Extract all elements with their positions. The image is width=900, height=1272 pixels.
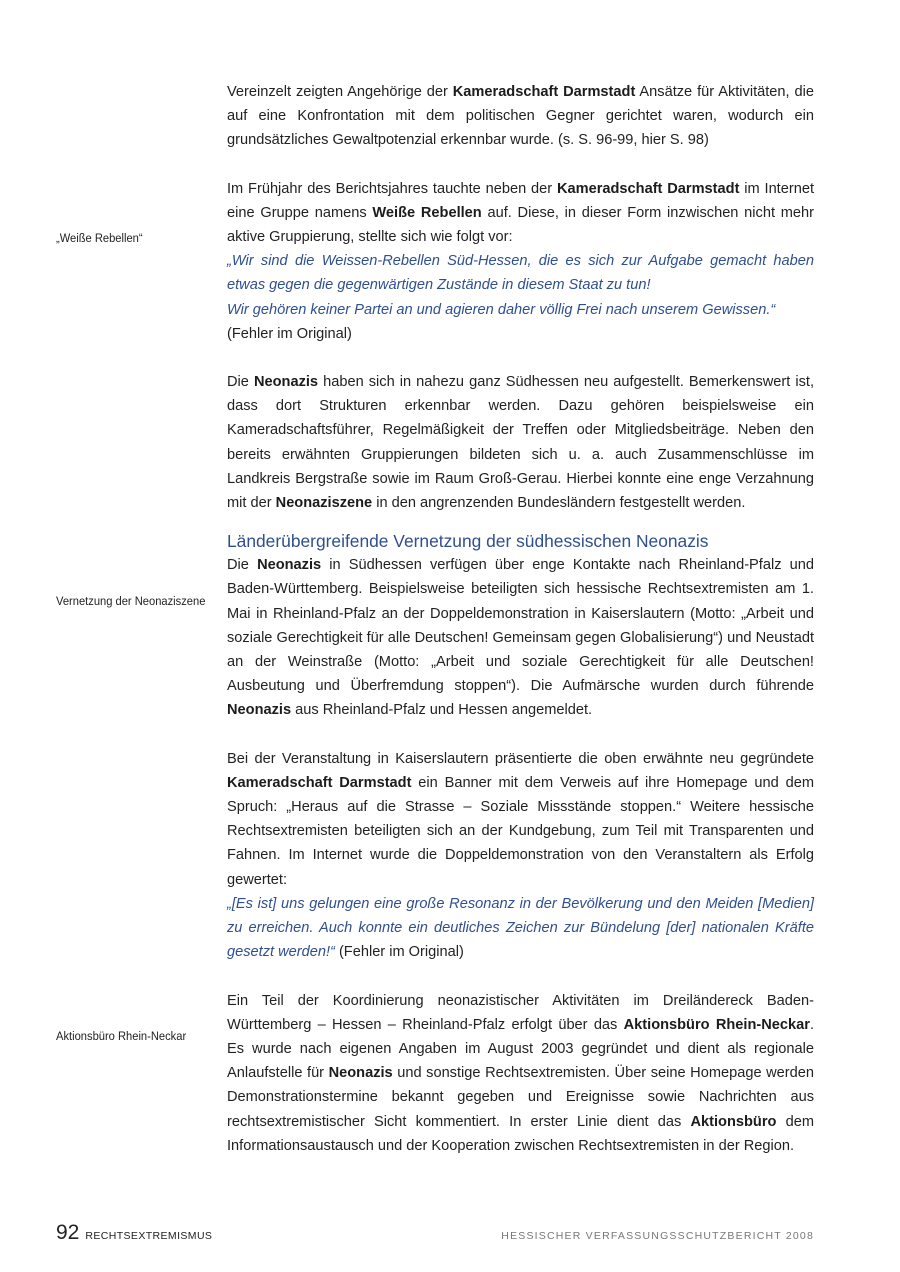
main-text-column	[227, 80, 814, 1158]
text-run: Ein Teil der Koordinierung neonazistischer Aktivitäten im Dreiländereck Baden-Württemberg – Hessen – Rheinland-Pfalz erfolgt über das	[227, 992, 814, 1033]
publication-title: HESSISCHER VERFASSUNGSSCHUTZBERICHT 2008	[501, 1230, 814, 1242]
bold-term: Aktionsbüro	[690, 1113, 777, 1130]
bold-term: Kameradschaft Darmstadt	[227, 774, 412, 791]
text-run: Vereinzelt zeigten Angehörige der	[227, 84, 453, 100]
section-name: RECHTSEXTREMISMUS	[85, 1230, 213, 1242]
text-run: Die	[227, 557, 258, 574]
text-run: Bei der Veranstaltung in Kaiserslautern präsentierte die oben erwähnte neu gegründete	[227, 750, 814, 767]
margin-note-vernetzung: Vernetzung der Neonaziszene	[56, 594, 206, 608]
bold-term: Weiße Rebellen	[372, 204, 482, 221]
paragraph-1	[227, 80, 814, 153]
text-run: in den angrenzenden Bundesländern festgestellt werden.	[372, 495, 746, 512]
bold-term: Neonazis	[253, 374, 319, 391]
paragraph-5	[227, 747, 814, 965]
text-run: (Fehler im Original)	[334, 944, 464, 961]
margin-note-aktionsbuero: Aktionsbüro Rhein-Neckar	[56, 1029, 187, 1043]
bold-term: Neonazis	[257, 557, 322, 574]
paragraph-2	[227, 177, 814, 346]
quote-text: „Wir sind die Weissen-Rebellen Süd-Hessen, die es sich zur Aufgabe gemacht haben etwas gegen die gegenwärtigen Zustände in diesem Staat zu tun!	[227, 253, 814, 294]
bold-term: Neonaziszene	[275, 495, 373, 512]
quote-text: „[Es ist] uns gelungen eine große Resonanz in der Bevölkerung und den Meiden [Medien] zu erreichen. Auch konnte ein deutliches Zeichen zur Bündelung [der] nationalen Kräfte gesetzt werden!“	[227, 895, 814, 961]
bold-term: Aktionsbüro Rhein-Neckar	[623, 1016, 810, 1033]
page-footer-left	[56, 1221, 212, 1245]
text-run: . Es wurde nach eigenen Angaben im August 2003 gegründet und dient als regionale Anlaufstelle für	[227, 1016, 814, 1082]
text-run: Im Frühjahr des Berichtsjahres tauchte neben der	[227, 180, 557, 197]
bold-term: Kameradschaft Darmstadt	[452, 84, 636, 100]
paragraph-6	[227, 989, 814, 1158]
text-run: Ansätze für Aktivitäten, die auf eine Konfrontation mit dem politischen Gegner gerichtet waren, wodurch ein grundsätzliches Gewaltpotenzial erkennbar wurde. (s. S. 96-99, hier S. 98)	[227, 84, 814, 149]
paragraph-3	[227, 370, 814, 515]
quote-text: Wir gehören keiner Partei an und agieren daher völlig Frei nach unserem Gewissen.“	[227, 301, 776, 318]
text-run: im Internet eine Gruppe namens	[227, 180, 815, 221]
section-heading: Länderübergreifende Vernetzung der südhessischen Neonazis	[227, 531, 709, 552]
text-run: haben sich in nahezu ganz Südhessen neu aufgestellt. Bemerkenswert ist, dass dort Strukturen erkennbar werden. Dazu gehören beispielsweise ein Kameradschaftsführer, Regelmäßigkeit der Treffen oder Mitgliedsbeiträge. Neben den bereits erwähnten Gruppierungen bildeten sich u. a. auch Zusammenschlüsse im Landkreis Bergstraße sowie im Raum Groß-Gerau. Hierbei konnte eine enge Verzahnung mit der	[227, 374, 815, 512]
text-run: aus Rheinland-Pfalz und Hessen angemeldet.	[291, 702, 593, 719]
text-run: ein Banner mit dem Verweis auf ihre Homepage und dem Spruch: „Heraus auf die Strasse – Soziale Missstände stoppen.“ Weitere hessische Rechtsextremisten beteiligten sich an der Kundgebung, zum Teil mit Transparenten und Fahnen. Im Internet wurde die Doppeldemonstration von den Veranstaltern als Erfolg gewertet:	[227, 774, 814, 888]
text-run: dem Informationsaustausch und der Kooperation zwischen Rechtsextremisten in der Region.	[227, 1113, 814, 1154]
page-number: 92	[56, 1221, 80, 1244]
paragraph-4	[227, 553, 814, 722]
bold-term: Neonazis	[227, 702, 292, 719]
text-run: auf. Diese, in dieser Form inzwischen nicht mehr aktive Gruppierung, stellte sich wie folgt vor:	[227, 204, 814, 246]
text-run: Die	[227, 374, 254, 391]
bold-term: Neonazis	[328, 1065, 393, 1082]
margin-note-weisse-rebellen: „Weiße Rebellen“	[56, 231, 143, 245]
text-run: in Südhessen verfügen über enge Kontakte nach Rheinland-Pfalz und Baden-Württemberg. Beispielsweise beteiligten sich hessische Rechtsextremisten am 1. Mai in Rheinland-Pfalz an der Doppeldemonstration in Kaiserslautern (Motto: „Arbeit und soziale Gerechtigkeit für alle Deutschen! Gemeinsam gegen Globalisierung“) und Neustadt an der Weinstraße (Motto: „Arbeit und soziale Gerechtigkeit für alle Deutschen! Ausbeutung und Überfremdung stoppen“). Die Aufmärsche wurden durch führende	[227, 557, 814, 695]
text-run: (Fehler im Original)	[227, 325, 352, 342]
bold-term: Kameradschaft Darmstadt	[556, 180, 740, 197]
text-run: und sonstige Rechtsextremisten. Über seine Homepage werden Demonstrationstermine bekannt gegeben und Ereignisse sowie Nachrichten aus rechtsextremistischer Sicht kommentiert. In erster Linie dient das	[227, 1065, 814, 1130]
